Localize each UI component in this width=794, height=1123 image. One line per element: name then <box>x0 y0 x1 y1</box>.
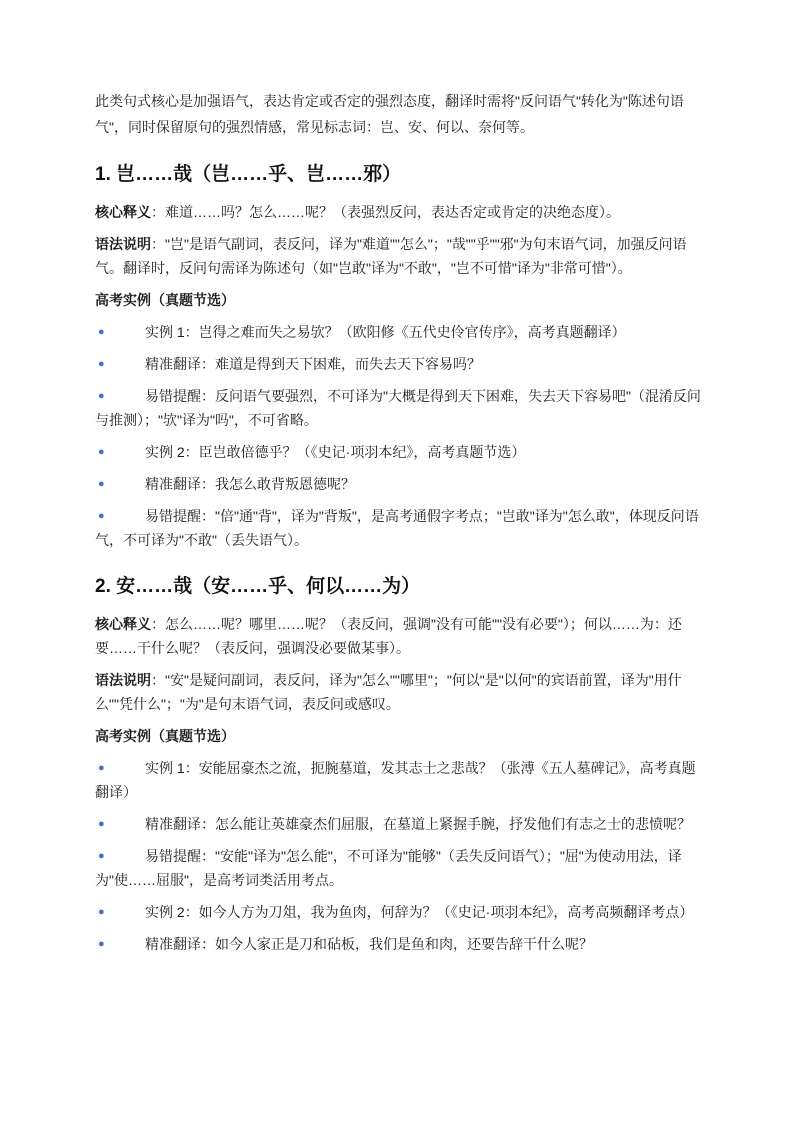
grammar-note-label: 语法说明 <box>95 672 151 688</box>
list-item-text: 易错提醒："倍"通"背"，译为"背叛"，是高考通假字考点；"岂敢"译为"怎么敢"，体现反问语气，不可译为"不敢"（丢失语气）。 <box>95 508 699 548</box>
list-item-text: 实例 1：安能屈豪杰之流，扼腕墓道，发其志士之悲哉？（张溥《五人墓碑记》，高考真题翻译） <box>95 760 696 800</box>
list-item <box>95 352 701 376</box>
list-item <box>95 900 701 924</box>
list-item-text: 实例 1：岂得之难而失之易欤？（欧阳修《五代史伶官传序》，高考真题翻译） <box>145 324 626 340</box>
section-heading: 1. 岂……哉（岂……乎、岂……邪） <box>95 164 402 185</box>
list-item <box>95 472 701 496</box>
list-item-text: 易错提醒：反问语气要强烈，不可译为"大概是得到天下困难，失去天下容易吧"（混淆反问与推测）；"欤"译为"吗"，不可省略。 <box>95 388 701 428</box>
grammar-note-text: ："岂"是语气副词，表反问，译为"难道""怎么"；"哉""乎""邪"为句末语气词，加强反问语气。翻译时，反问句需译为陈述句（如"岂敢"译为"不敢"，"岂不可惜"译为"非常可惜"）。 <box>95 236 687 276</box>
list-item-text: 精准翻译：难道是得到天下困难，而失去天下容易吗？ <box>145 356 481 372</box>
grammar-note-label: 语法说明 <box>95 236 151 252</box>
list-item-text: 易错提醒："安能"译为"怎么能"，不可译为"能够"（丢失反问语气）；"屈"为使动用法，译为"使……屈服"，是高考词类活用考点。 <box>95 848 682 888</box>
list-item <box>95 932 701 956</box>
core-meaning-label: 核心释义 <box>95 616 151 632</box>
document-body <box>95 88 701 964</box>
core-meaning-text: ：怎么……呢？哪里……呢？（表反问，强调"没有可能""没有必要"）；何以……为：还要……干什么呢？（表反问，强调没必要做某事）。 <box>95 616 682 656</box>
bullet-icon: ● <box>98 390 105 402</box>
bullet-icon: ● <box>98 326 105 338</box>
bullet-icon: ● <box>98 478 105 490</box>
core-meaning-text: ：难道……吗？怎么……呢？（表强烈反问，表达否定或肯定的决绝态度）。 <box>151 204 620 220</box>
bullet-icon: ● <box>98 358 105 370</box>
bullet-icon: ● <box>98 818 105 830</box>
examples-heading: 高考实例（真题节选） <box>95 292 235 308</box>
list-item-text: 精准翻译：如今人家正是刀和砧板，我们是鱼和肉，还要告辞干什么呢？ <box>145 936 593 952</box>
bullet-icon: ● <box>98 850 105 862</box>
list-item <box>95 812 701 836</box>
list-item <box>95 844 701 892</box>
bullet-icon: ● <box>98 938 105 950</box>
list-item-text: 精准翻译：怎么能让英雄豪杰们屈服，在墓道上紧握手腕，抒发他们有志之士的悲愤呢？ <box>145 816 691 832</box>
core-meaning-label: 核心释义 <box>95 204 151 220</box>
list-item <box>95 384 701 432</box>
examples-heading: 高考实例（真题节选） <box>95 728 235 744</box>
list-item-text: 实例 2：臣岂敢倍德乎？（《史记·项羽本纪》，高考真题节选） <box>145 444 526 460</box>
grammar-note-text: ："安"是疑问副词，表反问，译为"怎么""哪里"；"何以"是"以何"的宾语前置，译为"用什么""凭什么"；"为"是句末语气词，表反问或感叹。 <box>95 672 682 712</box>
list-item-text: 实例 2：如今人方为刀俎，我为鱼肉，何辞为？（《史记·项羽本纪》，高考高频翻译考点） <box>145 904 694 920</box>
list-item-text: 精准翻译：我怎么敢背叛恩德呢？ <box>145 476 355 492</box>
grammar-note-paragraph <box>95 668 701 716</box>
grammar-note-paragraph <box>95 232 701 280</box>
section-heading: 2. 安……哉（安……乎、何以……为） <box>95 576 421 597</box>
bullet-icon: ● <box>98 510 105 522</box>
core-meaning-paragraph <box>95 612 701 660</box>
core-meaning-paragraph <box>95 200 701 224</box>
intro-paragraph: 此类句式核心是加强语气，表达肯定或否定的强烈态度，翻译时需将"反问语气"转化为"陈述句语气"，同时保留原句的强烈情感，常见标志词：岂、安、何以、奈何等。 <box>95 93 684 135</box>
list-item <box>95 440 701 464</box>
bullet-icon: ● <box>98 762 105 774</box>
list-item <box>95 320 701 344</box>
list-item <box>95 756 701 804</box>
list-item <box>95 504 701 552</box>
bullet-icon: ● <box>98 446 105 458</box>
bullet-icon: ● <box>98 906 105 918</box>
